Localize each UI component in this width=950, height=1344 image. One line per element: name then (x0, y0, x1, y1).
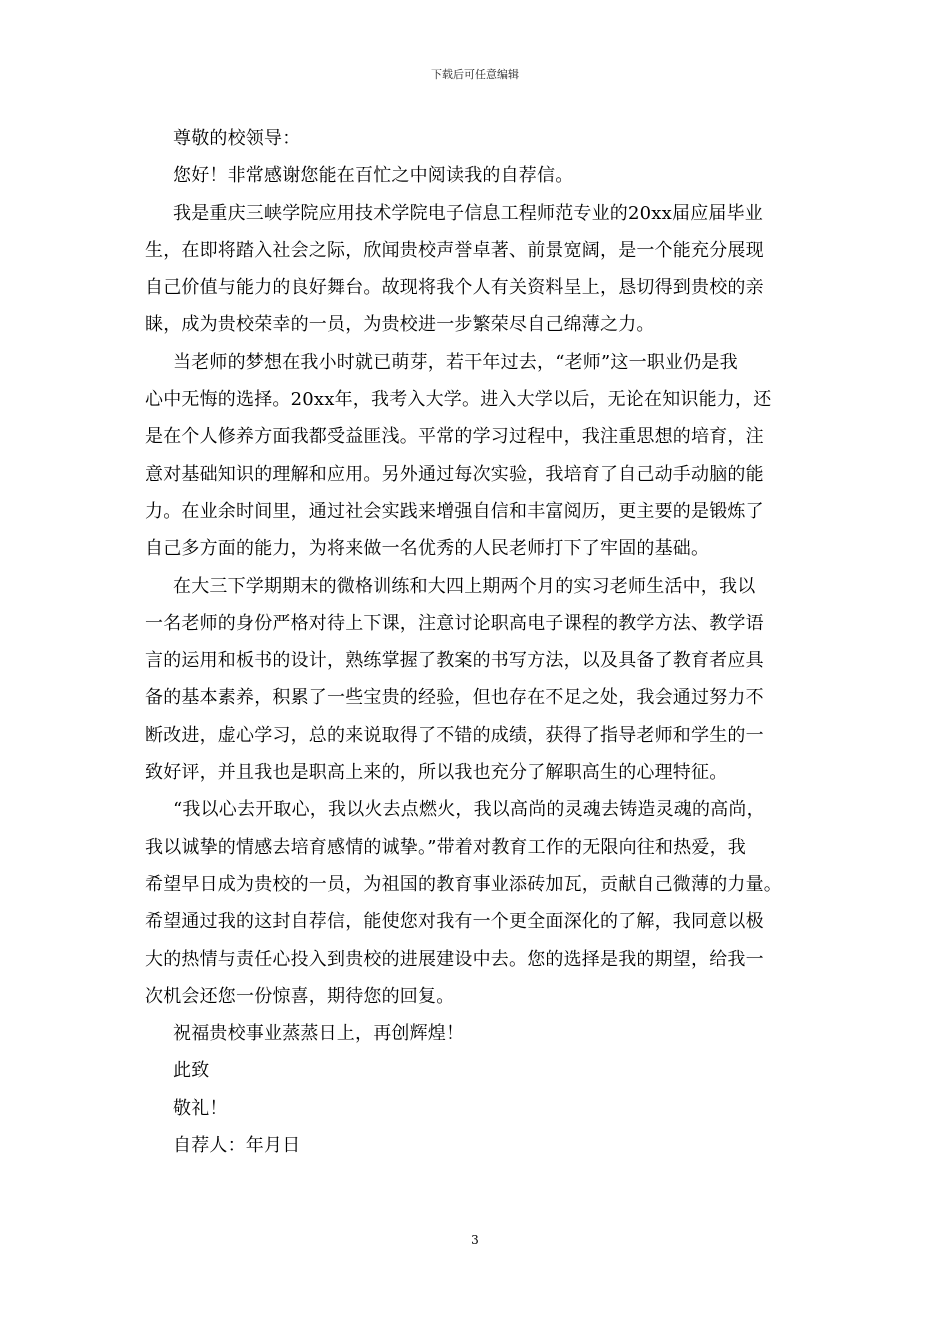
paragraph-line: 言的运用和板书的设计，熟练掌握了教案的书写方法，以及具备了教育者应具 (145, 650, 764, 672)
paragraph-line: 备的基本素养，积累了一些宝贵的经验，但也存在不足之处，我会通过努力不 (145, 687, 764, 709)
paragraph-line: 一名老师的身份严格对待上下课，注意讨论职高电子课程的教学方法、教学语 (145, 612, 764, 634)
wishes: 祝福贵校事业蒸蒸日上，再创辉煌！ (173, 1023, 465, 1045)
paragraph-line: 心中无悔的选择。20xx年，我考入大学。进入大学以后，无论在知识能力，还 (145, 389, 772, 411)
paragraph-internship (145, 568, 809, 792)
paragraph-line: 力。在业余时间里，通过社会实践来增强自信和丰富阅历，更主要的是锻炼了 (145, 500, 764, 522)
paragraph-line: 断改进，虚心学习，总的来说取得了不错的成绩，获得了指导老师和学生的一 (145, 724, 764, 746)
paragraph-line: 希望早日成为贵校的一员，为祖国的教育事业添砖加瓦，贡献自己微薄的力量。 (145, 873, 782, 895)
paragraph-line: 大的热情与责任心投入到贵校的进展建设中去。您的选择是我的期望，给我一 (145, 948, 764, 970)
salutation: 尊敬的校领导： (173, 128, 301, 149)
paragraph-line: 我以诚挚的情感去培育感情的诚挚。”带着对教育工作的无限向往和热爱，我 (145, 836, 746, 858)
paragraph-line: 睐，成为贵校荣幸的一员，为贵校进一步繁荣尽自己绵薄之力。 (145, 314, 655, 336)
paragraph-line: 自己价值与能力的良好舞台。故现将我个人有关资料呈上，恳切得到贵校的亲 (145, 277, 764, 299)
paragraph-aspiration (145, 791, 809, 1015)
paragraph-line: “我以心去开取心，我以火去点燃火，我以高尚的灵魂去铸造灵魂的高尚， (173, 799, 765, 821)
paragraph-education (145, 344, 809, 568)
paragraph-line: 在大三下学期期末的微格训练和大四上期两个月的实习老师生活中，我以 (173, 575, 756, 597)
paragraph-line: 是在个人修养方面我都受益匪浅。平常的学习过程中，我注重思想的培育，注 (145, 426, 764, 448)
paragraph-line: 我是重庆三峡学院应用技术学院电子信息工程师范专业的20xx届应届毕业 (173, 202, 764, 224)
paragraph-line: 意对基础知识的理解和应用。另外通过每次实验，我培育了自己动手动脑的能 (145, 463, 764, 485)
paragraph-line: 自己多方面的能力，为将来做一名优秀的人民老师打下了牢固的基础。 (145, 538, 710, 560)
page-header-note: 下载后可任意编辑 (431, 68, 519, 81)
paragraph-introduction (145, 195, 809, 344)
signature: 自荐人：年月日 (173, 1135, 301, 1157)
paragraph-line: 当老师的梦想在我小时就已萌芽，若干年过去，“老师”这一职业仍是我 (173, 351, 738, 373)
greeting: 您好！非常感谢您能在百忙之中阅读我的自荐信。 (173, 165, 574, 187)
page-number: 3 (471, 1233, 479, 1247)
paragraph-line: 生，在即将踏入社会之际，欣闻贵校声誉卓著、前景宽阔，是一个能充分展现 (145, 239, 764, 261)
paragraph-line: 致好评，并且我也是职高上来的，所以我也充分了解职高生的心理特征。 (145, 762, 728, 784)
letter-body (145, 120, 809, 1164)
closing-regards: 此致 (173, 1060, 210, 1082)
closing-salute: 敬礼！ (173, 1097, 228, 1119)
paragraph-line: 次机会还您一份惊喜，期待您的回复。 (145, 985, 455, 1007)
paragraph-line: 希望通过我的这封自荐信，能使您对我有一个更全面深化的了解，我同意以极 (145, 911, 764, 933)
